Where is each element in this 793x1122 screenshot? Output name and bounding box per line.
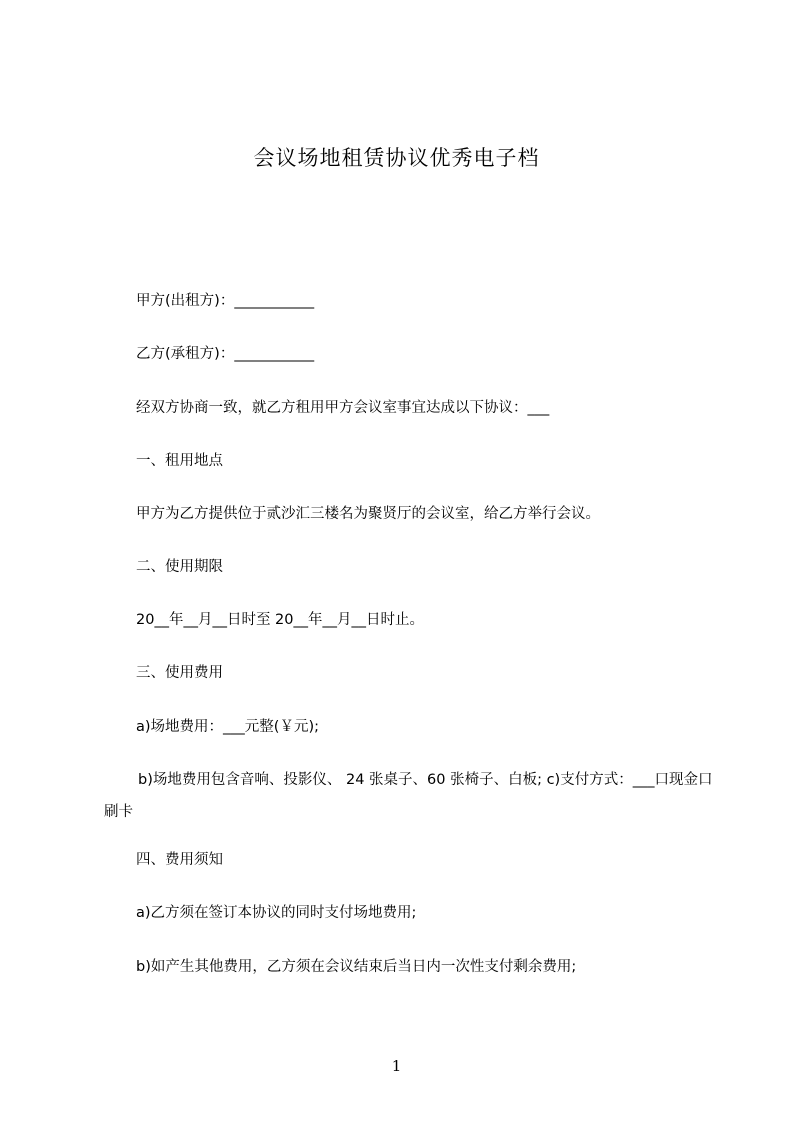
section-heading-location: 一、租用地点 xyxy=(136,453,223,469)
notice-item-a: a)乙方须在签订本协议的同时支付场地费用; xyxy=(136,905,417,921)
section-heading-notice: 四、费用须知 xyxy=(136,852,223,868)
party-a-line: 甲方(出租方)：___________ xyxy=(136,293,315,309)
agreement-intro: 经双方协商一致，就乙方租用甲方会议室事宜达成以下协议：___ xyxy=(136,400,550,416)
period-paragraph: 20__年__月__日时至 20__年__月__日时止。 xyxy=(136,612,425,628)
fee-item-b: b)场地费用包含音响、投影仪、 24 张桌子、60 张椅子、白板; c)支付方式：___口现金口刷卡 xyxy=(104,772,713,820)
document-title: 会议场地租赁协议优秀电子档 xyxy=(253,146,540,170)
page-number: 1 xyxy=(391,1057,402,1075)
location-paragraph: 甲方为乙方提供位于贰沙汇三楼名为聚贤厅的会议室，给乙方举行会议。 xyxy=(136,506,600,522)
party-b-line: 乙方(承租方)：___________ xyxy=(136,346,315,362)
section-heading-fees: 三、使用费用 xyxy=(136,665,223,681)
section-heading-period: 二、使用期限 xyxy=(136,559,223,575)
fee-item-a: a)场地费用：___元整(￥元); xyxy=(136,719,319,735)
notice-item-b: b)如产生其他费用，乙方须在会议结束后当日内一次性支付剩余费用; xyxy=(136,959,577,975)
